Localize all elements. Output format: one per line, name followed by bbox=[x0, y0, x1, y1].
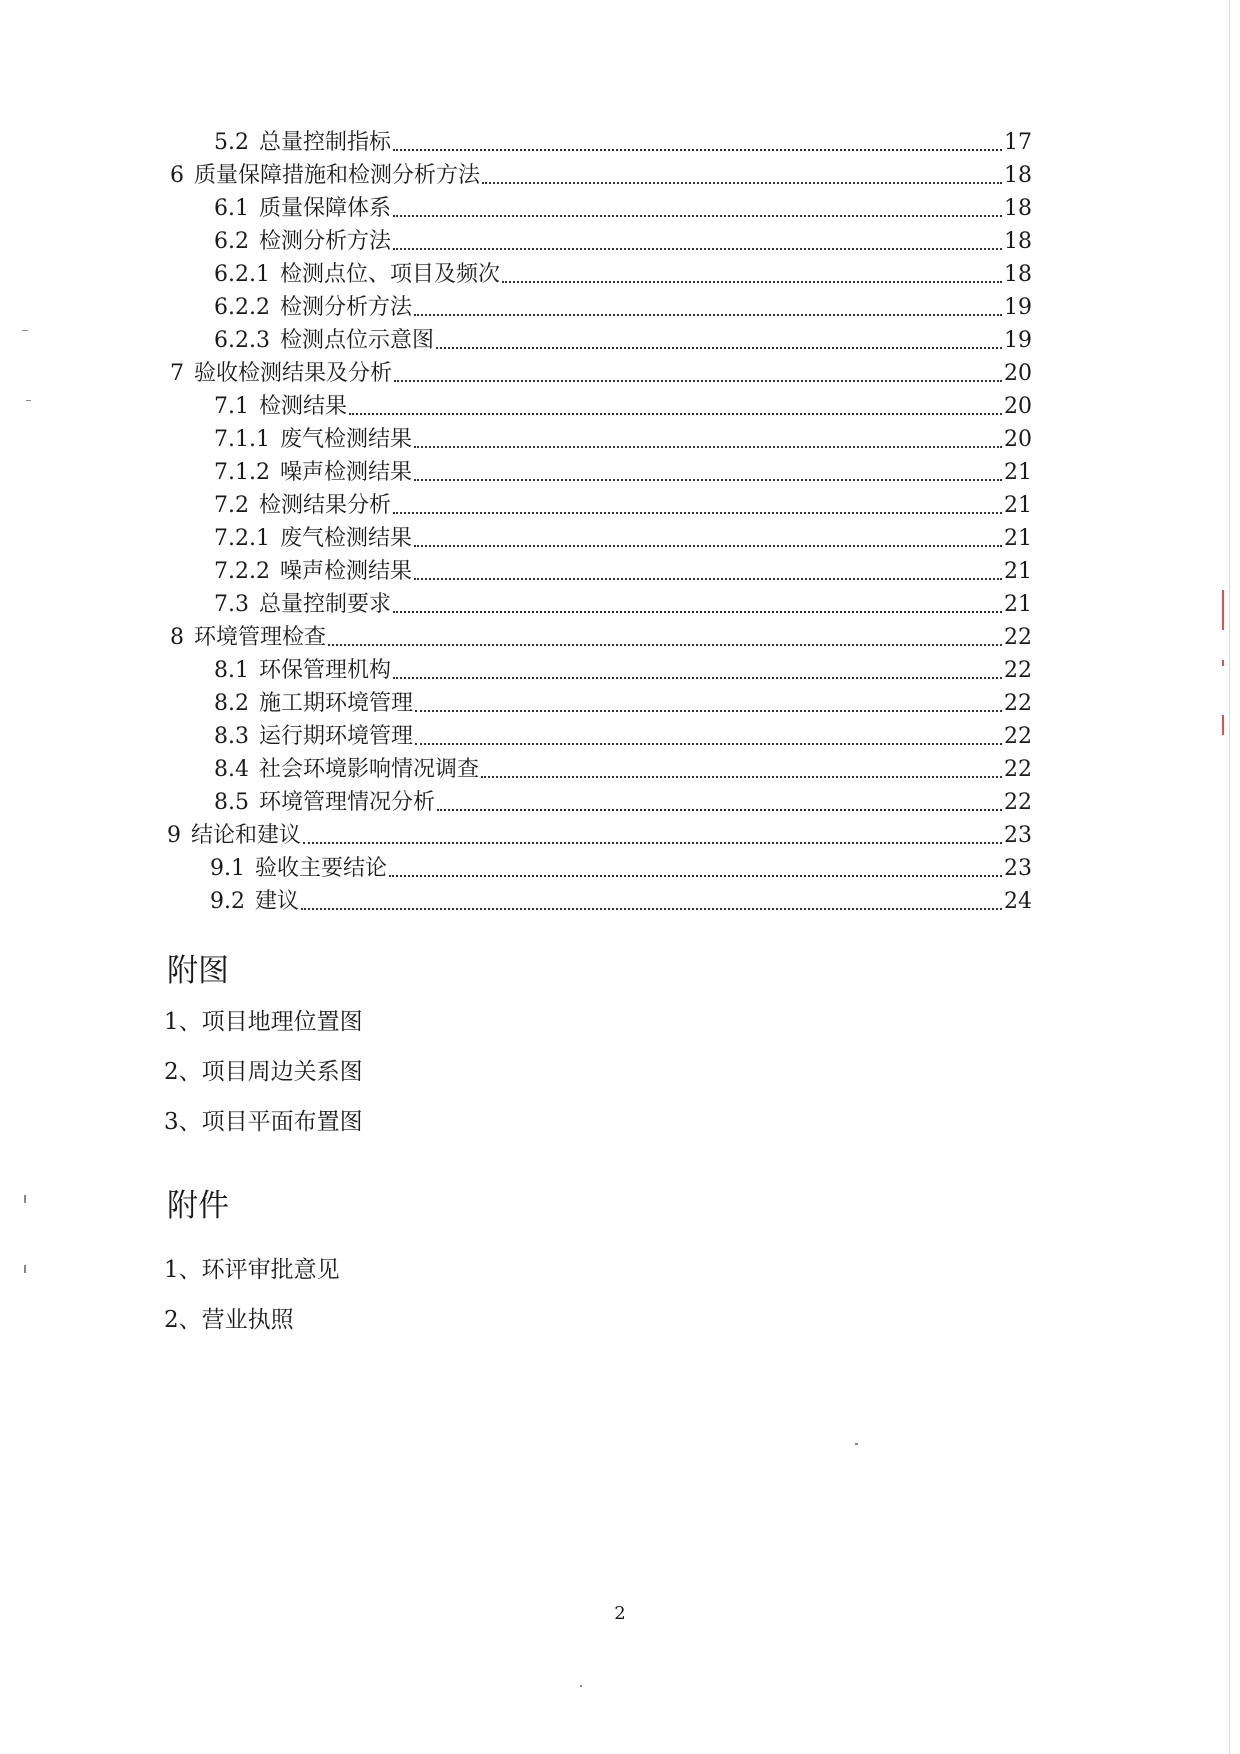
toc-entry-label: 6.2.2 检测分析方法 bbox=[214, 295, 412, 320]
toc-page-number: 18 bbox=[1004, 229, 1032, 254]
toc-leader bbox=[436, 347, 1002, 349]
toc-entry bbox=[214, 487, 1032, 519]
red-margin-mark bbox=[1222, 590, 1224, 630]
toc-leader bbox=[502, 281, 1002, 283]
toc-leader bbox=[393, 512, 1002, 514]
toc-page-number: 20 bbox=[1004, 361, 1032, 386]
toc-entry bbox=[170, 355, 1032, 387]
scan-speck bbox=[24, 1265, 26, 1273]
toc-entry bbox=[214, 388, 1032, 420]
toc-entry-label: 7.2.1 废气检测结果 bbox=[214, 526, 412, 551]
toc-entry bbox=[214, 223, 1032, 255]
toc-entry bbox=[214, 124, 1032, 156]
toc-page-number: 22 bbox=[1004, 691, 1032, 716]
toc-page-number: 24 bbox=[1004, 889, 1032, 914]
toc-entry bbox=[214, 289, 1032, 321]
figures-heading: 附图 bbox=[167, 953, 229, 989]
attachments-heading: 附件 bbox=[167, 1188, 229, 1224]
toc-leader bbox=[415, 743, 1002, 745]
toc-entry-label: 8 环境管理检查 bbox=[170, 625, 327, 650]
attachment-item: 2、营业执照 bbox=[164, 1307, 294, 1333]
toc-leader bbox=[393, 149, 1002, 151]
toc-entry bbox=[214, 586, 1032, 618]
scan-speck bbox=[26, 400, 31, 401]
toc-entry-label: 7.1.1 废气检测结果 bbox=[214, 427, 412, 452]
toc-entry bbox=[214, 685, 1032, 717]
toc-entry-label: 8.1 环保管理机构 bbox=[214, 658, 392, 683]
toc-leader bbox=[393, 215, 1002, 217]
toc-entry-label: 7.3 总量控制要求 bbox=[214, 592, 392, 617]
toc-leader bbox=[437, 809, 1002, 811]
toc-page-number: 17 bbox=[1004, 130, 1032, 155]
toc-leader bbox=[414, 545, 1002, 547]
toc-entry-label: 8.4 社会环境影响情况调查 bbox=[214, 757, 480, 782]
toc-entry-label: 6.1 质量保障体系 bbox=[214, 196, 392, 221]
toc-page-number: 21 bbox=[1004, 559, 1032, 584]
toc-page-number: 19 bbox=[1004, 295, 1032, 320]
toc-page-number: 20 bbox=[1004, 427, 1032, 452]
scan-speck bbox=[24, 1195, 26, 1203]
figure-item: 3、项目平面布置图 bbox=[164, 1109, 363, 1135]
toc-entry-label: 7.1.2 噪声检测结果 bbox=[214, 460, 412, 485]
toc-entry-label: 6.2 检测分析方法 bbox=[214, 229, 392, 254]
toc-leader bbox=[303, 842, 1002, 844]
toc-entry bbox=[214, 553, 1032, 585]
page-number: 2 bbox=[614, 1603, 626, 1624]
toc-leader bbox=[328, 644, 1002, 646]
figure-item: 1、项目地理位置图 bbox=[164, 1009, 363, 1035]
toc-page-number: 18 bbox=[1004, 163, 1032, 188]
toc-entry bbox=[214, 652, 1032, 684]
toc-entry bbox=[214, 751, 1032, 783]
toc-entry bbox=[214, 421, 1032, 453]
toc-page-number: 18 bbox=[1004, 196, 1032, 221]
toc-entry bbox=[210, 850, 1032, 882]
toc-page-number: 18 bbox=[1004, 262, 1032, 287]
toc-leader bbox=[482, 182, 1002, 184]
toc-entry-label: 5.2 总量控制指标 bbox=[214, 130, 392, 155]
toc-page-number: 23 bbox=[1004, 823, 1032, 848]
toc-entry bbox=[214, 256, 1032, 288]
toc-entry-label: 6.2.3 检测点位示意图 bbox=[214, 328, 434, 353]
toc-page-number: 21 bbox=[1004, 526, 1032, 551]
toc-entry-label: 8.5 环境管理情况分析 bbox=[214, 790, 436, 815]
scan-speck bbox=[22, 330, 28, 331]
toc-entry bbox=[214, 322, 1032, 354]
toc-entry-label: 9 结论和建议 bbox=[167, 823, 302, 848]
scan-speck bbox=[580, 1685, 582, 1687]
toc-entry-label: 7 验收检测结果及分析 bbox=[170, 361, 393, 386]
toc-page-number: 22 bbox=[1004, 625, 1032, 650]
toc-entry bbox=[214, 718, 1032, 750]
toc-page-number: 22 bbox=[1004, 757, 1032, 782]
toc-leader bbox=[394, 380, 1002, 382]
toc-leader bbox=[301, 908, 1002, 910]
toc-entry-label: 7.2.2 噪声检测结果 bbox=[214, 559, 412, 584]
toc-entry bbox=[167, 817, 1032, 849]
toc-entry-label: 9.2 建议 bbox=[210, 889, 300, 914]
toc-leader bbox=[414, 578, 1002, 580]
toc-leader bbox=[481, 776, 1002, 778]
red-margin-mark bbox=[1222, 715, 1224, 735]
toc-page-number: 21 bbox=[1004, 460, 1032, 485]
toc-entry-label: 8.2 施工期环境管理 bbox=[214, 691, 414, 716]
attachment-item: 1、环评审批意见 bbox=[164, 1257, 340, 1283]
toc-entry bbox=[214, 190, 1032, 222]
toc-page-number: 21 bbox=[1004, 592, 1032, 617]
toc-entry bbox=[214, 454, 1032, 486]
toc-entry-label: 9.1 验收主要结论 bbox=[210, 856, 388, 881]
scan-speck bbox=[855, 1443, 858, 1445]
toc-page-number: 23 bbox=[1004, 856, 1032, 881]
toc-leader bbox=[414, 314, 1002, 316]
toc-leader bbox=[393, 248, 1002, 250]
red-margin-mark bbox=[1222, 660, 1224, 666]
toc-leader bbox=[389, 875, 1002, 877]
toc-leader bbox=[393, 611, 1002, 613]
toc-entry-label: 8.3 运行期环境管理 bbox=[214, 724, 414, 749]
toc-leader bbox=[415, 710, 1002, 712]
toc-entry bbox=[170, 157, 1032, 189]
toc-entry-label: 7.2 检测结果分析 bbox=[214, 493, 392, 518]
toc-leader bbox=[414, 479, 1002, 481]
toc-entry bbox=[170, 619, 1032, 651]
toc-entry bbox=[214, 784, 1032, 816]
toc-entry bbox=[214, 520, 1032, 552]
toc-leader bbox=[349, 413, 1002, 415]
toc-page-number: 21 bbox=[1004, 493, 1032, 518]
toc-entry bbox=[210, 883, 1032, 915]
toc-leader bbox=[414, 446, 1002, 448]
toc-page-number: 20 bbox=[1004, 394, 1032, 419]
toc-entry-label: 6 质量保障措施和检测分析方法 bbox=[170, 163, 481, 188]
toc-page-number: 22 bbox=[1004, 658, 1032, 683]
toc-page-number: 22 bbox=[1004, 790, 1032, 815]
toc-page-number: 22 bbox=[1004, 724, 1032, 749]
toc-leader bbox=[393, 677, 1002, 679]
toc-page-number: 19 bbox=[1004, 328, 1032, 353]
toc-entry-label: 6.2.1 检测点位、项目及频次 bbox=[214, 262, 500, 287]
toc-entry-label: 7.1 检测结果 bbox=[214, 394, 348, 419]
figure-item: 2、项目周边关系图 bbox=[164, 1059, 363, 1085]
